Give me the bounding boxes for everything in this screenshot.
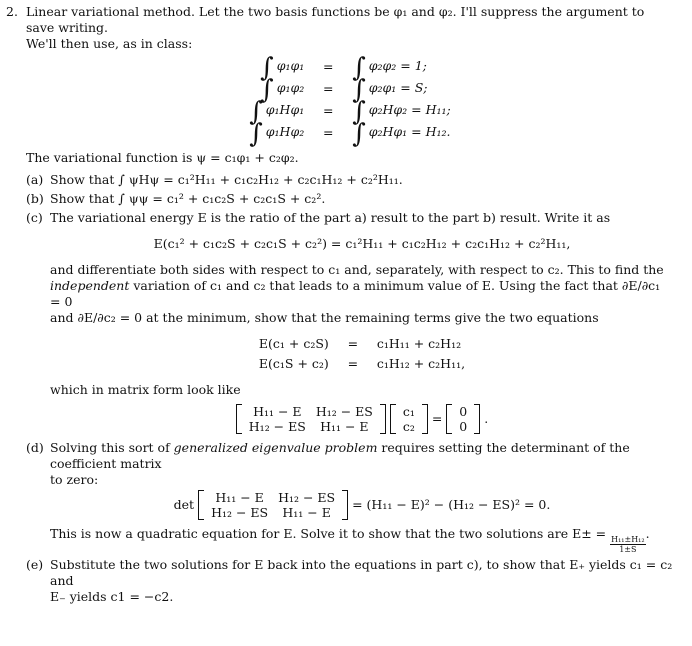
zero-vector: 0 0 — [446, 404, 480, 434]
part-c-text-2a: and differentiate both sides with respect to c₁ and, separately, with respect to c₂. This to find the — [50, 262, 664, 277]
system-row: E(c₁S + c₂) = c₁H₁₂ + c₂H₁₁, — [258, 356, 466, 371]
integral-row: ∫ φ₁Hφ₁ = ∫ φ₂Hφ₂ = H₁₁; — [249, 97, 451, 127]
part-e — [26, 557, 674, 605]
integral-row: ∫ φ₁φ₁ = ∫ φ₂φ₂ = 1; — [260, 53, 427, 83]
part-a-text: Show that ∫ ψHψ = c₁²H₁₁ + c₁c₂H₁₂ + c₂c₁H₁₂ + c₂²H₁₁. — [50, 172, 403, 187]
part-c-text-2b: independent variation of c₁ and c₂ that leads to a minimum value of E. Using the fact that ∂E/∂c₁ = 0 — [50, 278, 661, 309]
energy-fraction: $\frac{\text{H₁₁±H₁₂}}{1\pm S}$ — [611, 535, 645, 554]
integral-definitions — [26, 53, 674, 149]
part-c-text-1: The variational energy E is the ratio of the part a) result to the part b) result. Write it as — [50, 210, 611, 225]
part-b-text: Show that ∫ ψψ = c₁² + c₁c₂S + c₂c₁S + c₂². — [50, 191, 326, 206]
determinant-equation: det H₁₁ − E H₁₂ − ES H₁₂ − ES H₁₁ − E = (H₁₁ − E)² − (H₁₂ − ES)² = 0. — [173, 490, 551, 520]
part-c-label: (c) — [26, 210, 43, 225]
problem-intro — [6, 4, 674, 52]
intro-line-2: We'll then use, as in class: — [26, 36, 193, 51]
part-e-text-1: Substitute the two solutions for E back into the equations in part c), to show that E₊ yields c₁ = c₂ and — [50, 557, 673, 588]
integral-row: ∫ φ₁φ₂ = ∫ φ₂φ₁ = S; — [260, 75, 428, 105]
matrix-equation: H₁₁ − E H₁₂ − ES H₁₂ − ES H₁₁ − E c₁ c₂ = 0 0 . — [50, 404, 674, 434]
part-c — [26, 210, 674, 434]
variational-function: The variational function is ψ = c₁φ₁ + c₂φ₂. — [26, 150, 299, 165]
part-d — [26, 440, 674, 554]
energy-equation: E(c₁² + c₁c₂S + c₂c₁S + c₂²) = c₁²H₁₁ + c₁c₂H₁₂ + c₂c₁H₁₂ + c₂²H₁₁, — [153, 236, 571, 251]
intro-line-1: Linear variational method. Let the two basis functions be φ₁ and φ₂. I'll suppress the argument to save writing. — [26, 4, 645, 35]
part-e-label: (e) — [26, 557, 44, 572]
part-b-label: (b) — [26, 191, 44, 206]
part-d-text-1: Solving this sort of generalized eigenvalue problem requires setting the determinant of the coefficient matrix — [50, 440, 630, 471]
part-a-label: (a) — [26, 172, 44, 187]
problem-number: 2. — [6, 4, 18, 19]
part-c-text-3: which in matrix form look like — [50, 382, 241, 397]
linear-system — [50, 334, 674, 374]
integral-row: ∫ φ₁Hφ₂ = ∫ φ₂Hφ₁ = H₁₂. — [249, 119, 451, 149]
part-d-text-2: This is now a quadratic equation for E. Solve it to show that the two solutions are E± = $\frac{\text{H₁₁±H₁₂}}{1\pm S}$ . — [50, 526, 650, 554]
part-d-text-1c: to zero: — [50, 472, 99, 487]
coefficient-matrix: H₁₁ − E H₁₂ − ES H₁₂ − ES H₁₁ − E — [236, 404, 386, 434]
coefficient-vector: c₁ c₂ — [390, 404, 428, 434]
part-a — [26, 172, 674, 188]
system-row: E(c₁ + c₂S) = c₁H₁₁ + c₂H₁₂ — [258, 336, 462, 351]
part-e-text-2: E₋ yields c1 = −c2. — [50, 589, 174, 604]
part-b — [26, 191, 674, 207]
determinant-matrix: H₁₁ − E H₁₂ − ES H₁₂ − ES H₁₁ − E — [198, 490, 348, 520]
part-d-label: (d) — [26, 440, 44, 455]
part-c-text-2c: and ∂E/∂c₂ = 0 at the minimum, show that the remaining terms give the two equations — [50, 310, 599, 325]
